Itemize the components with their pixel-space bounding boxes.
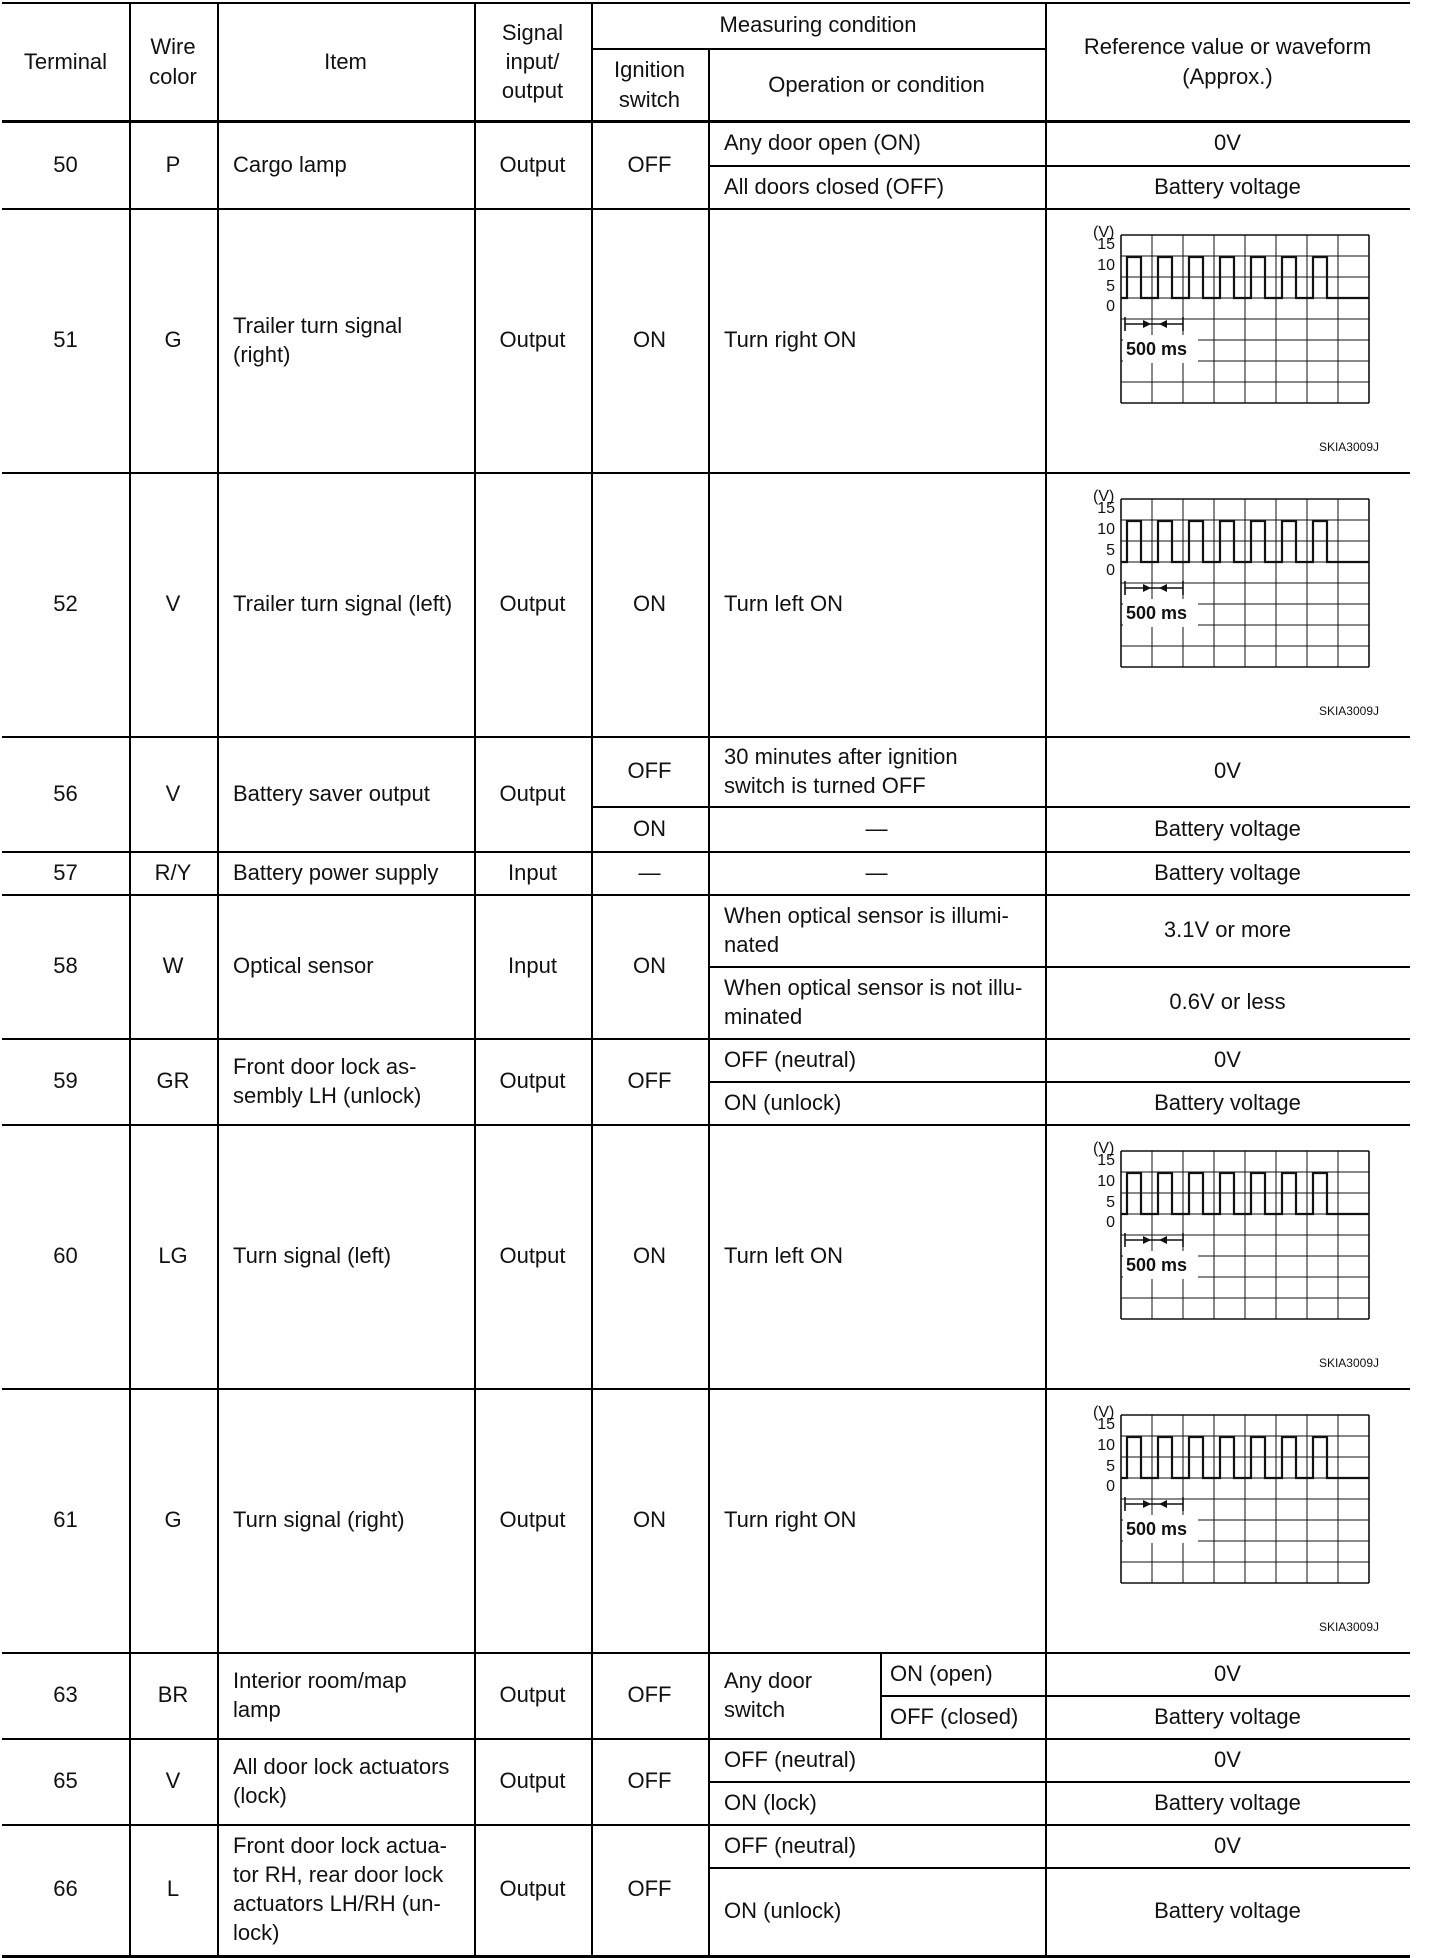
row-60-signal [474, 1124, 591, 1388]
row-65-ignition-text: OFF [627, 1768, 672, 1794]
row-50-reference-1-text: Battery voltage [1154, 173, 1301, 199]
row-divider [2, 1738, 1410, 1740]
row-56-operation-0-text: 30 minutes after ignition switch is turned OFF [724, 743, 958, 798]
row-59-signal-text: Output [499, 1068, 566, 1094]
row-59-wire-color-text: GR [156, 1068, 190, 1094]
row-56-operation-0 [708, 736, 1045, 806]
row-58-wire-color-text: W [162, 953, 184, 979]
row-61-terminal-text: 61 [53, 1507, 78, 1533]
row-66-operation-0 [708, 1824, 1045, 1867]
row-56-item-text: Battery saver output [233, 780, 430, 806]
row-66-reference-0-text: 0V [1214, 1832, 1241, 1858]
row-50-reference-1 [1045, 165, 1410, 208]
row-51-wire-color [129, 208, 217, 472]
waveform-chart [1091, 489, 1381, 719]
sub-row-divider [880, 1695, 1410, 1697]
row-65-reference-0-text: 0V [1214, 1746, 1241, 1772]
row-63-item-text: Interior room/map lamp [233, 1667, 407, 1722]
row-divider [2, 894, 1410, 896]
row-65-operation-0-text: OFF (neutral) [724, 1746, 857, 1772]
header-item [217, 2, 474, 121]
row-56-ignition-1 [591, 806, 708, 851]
row-61-operation [708, 1388, 1045, 1652]
row-50-terminal [2, 121, 129, 208]
y-axis-unit: (V) [1092, 489, 1114, 505]
row-52-terminal-text: 52 [53, 591, 78, 617]
row-52-item [217, 472, 474, 736]
row-60-signal-text: Output [499, 1243, 566, 1269]
row-divider [2, 472, 1410, 474]
row-63-operation-0-text: ON (open) [890, 1660, 993, 1686]
header-signal-text: Signal input/ output [501, 19, 564, 104]
row-65-signal-text: Output [499, 1768, 566, 1794]
header-split-line [591, 48, 1045, 50]
row-51-ignition [591, 208, 708, 472]
header-bottom-border [2, 120, 1410, 123]
y-tick-label: 15 [1096, 1152, 1115, 1169]
row-66-item-text: Front door lock actua- tor RH, rear door lock actuators LH/RH (un- lock) [233, 1832, 447, 1946]
row-51-terminal-text: 51 [53, 327, 78, 353]
row-65-terminal [2, 1738, 129, 1824]
header-reference-text: Reference value or waveform (Approx.) [1083, 34, 1372, 89]
header-terminal [2, 2, 129, 121]
row-65-reference-0 [1045, 1738, 1410, 1781]
y-tick-label: 5 [1105, 1194, 1115, 1211]
header-signal [474, 2, 591, 121]
y-tick-label: 10 [1096, 1173, 1115, 1190]
row-66-signal-text: Output [499, 1876, 566, 1902]
row-57-ignition [591, 851, 708, 894]
row-56-reference-1-text: Battery voltage [1154, 815, 1301, 841]
column-divider [708, 48, 710, 1955]
row-66-item [217, 1824, 474, 1954]
row-58-ignition-text: ON [633, 953, 666, 979]
row-56-reference-0-text: 0V [1214, 758, 1241, 784]
row-66-reference-1 [1045, 1867, 1410, 1954]
row-50-item [217, 121, 474, 208]
arrow-left-icon [1159, 1500, 1167, 1508]
y-tick-label: 15 [1096, 236, 1115, 253]
row-65-wire-color-text: V [165, 1768, 181, 1794]
row-65-reference-1 [1045, 1781, 1410, 1824]
header-item-text: Item [324, 48, 367, 74]
row-60-ignition [591, 1124, 708, 1388]
waveform-chart [1091, 1405, 1381, 1635]
sub-row-divider [708, 1781, 1410, 1783]
row-65-item-text: All door lock actuators (lock) [233, 1753, 450, 1808]
y-axis-unit: (V) [1092, 1141, 1114, 1157]
row-58-terminal-text: 58 [53, 953, 78, 979]
row-57-signal-text: Input [508, 859, 557, 885]
row-51-signal-text: Output [499, 327, 566, 353]
row-58-item-text: Optical sensor [233, 953, 374, 979]
row-56-reference-0 [1045, 736, 1410, 806]
row-57-signal [474, 851, 591, 894]
row-66-signal [474, 1824, 591, 1954]
arrow-left-icon [1159, 1236, 1167, 1244]
row-66-reference-0 [1045, 1824, 1410, 1867]
row-61-operation-text: Turn right ON [724, 1507, 857, 1533]
row-57-wire-color [129, 851, 217, 894]
row-66-ignition-text: OFF [627, 1876, 672, 1902]
row-56-operation-1 [708, 806, 1045, 851]
row-57-terminal-text: 57 [53, 859, 78, 885]
row-divider [2, 1652, 1410, 1654]
row-66-reference-1-text: Battery voltage [1154, 1897, 1301, 1923]
row-57-wire-color-text: R/Y [154, 859, 192, 885]
row-66-wire-color-text: L [166, 1876, 180, 1902]
row-57-reference [1045, 851, 1410, 894]
row-65-reference-1-text: Battery voltage [1154, 1789, 1301, 1815]
row-60-terminal-text: 60 [53, 1243, 78, 1269]
row-56-ignition-0-text: OFF [627, 758, 672, 784]
row-56-ignition-1-text: ON [633, 815, 666, 841]
row-59-wire-color [129, 1038, 217, 1124]
row-63-terminal [2, 1652, 129, 1738]
column-divider [217, 2, 219, 1957]
row-56-item [217, 736, 474, 851]
row-52-ignition [591, 472, 708, 736]
row-52-signal [474, 472, 591, 736]
row-50-signal [474, 121, 591, 208]
row-58-ignition [591, 894, 708, 1038]
row-divider [2, 1824, 1410, 1826]
row-50-operation-0 [708, 121, 1045, 165]
row-56-terminal-text: 56 [53, 780, 78, 806]
row-63-reference-1-text: Battery voltage [1154, 1703, 1301, 1729]
row-58-reference-1 [1045, 966, 1410, 1038]
y-tick-label: 10 [1096, 1437, 1115, 1454]
arrow-left-icon [1159, 320, 1167, 328]
row-50-operation-0-text: Any door open (ON) [724, 130, 921, 156]
header-ignition-switch [591, 48, 708, 121]
y-axis-unit: (V) [1092, 225, 1114, 241]
row-58-signal [474, 894, 591, 1038]
row-59-operation-0-text: OFF (neutral) [724, 1046, 857, 1072]
figure-code: SKIA3009J [1318, 704, 1379, 718]
row-57-item-text: Battery power supply [233, 859, 439, 885]
row-divider [2, 736, 1410, 738]
figure-code: SKIA3009J [1318, 440, 1379, 454]
row-65-terminal-text: 65 [53, 1768, 78, 1794]
column-divider [880, 1652, 882, 1738]
row-63-operation-1 [880, 1695, 1045, 1738]
row-60-ignition-text: ON [633, 1243, 666, 1269]
header-measuring-condition [591, 2, 1045, 48]
header-ignition-switch-text: Ignition switch [614, 57, 685, 112]
row-59-reference-0 [1045, 1038, 1410, 1081]
sub-row-divider [708, 1081, 1410, 1083]
row-56-wire-color [129, 736, 217, 851]
row-65-operation-1 [708, 1781, 1045, 1824]
row-59-reference-0-text: 0V [1214, 1046, 1241, 1072]
arrow-right-icon [1143, 584, 1151, 592]
y-axis-unit: (V) [1092, 1405, 1114, 1421]
row-60-item [217, 1124, 474, 1388]
sub-row-divider [591, 806, 1410, 808]
row-50-ignition [591, 121, 708, 208]
row-56-operation-1-text: — [865, 815, 888, 841]
row-56-signal [474, 736, 591, 851]
row-61-terminal [2, 1388, 129, 1652]
row-63-signal-text: Output [499, 1682, 566, 1708]
header-wire-color [129, 2, 217, 121]
row-66-terminal-text: 66 [53, 1876, 78, 1902]
row-58-reference-0-text: 3.1V or more [1163, 917, 1292, 943]
row-65-item [217, 1738, 474, 1824]
row-66-terminal [2, 1824, 129, 1954]
row-61-item-text: Turn signal (right) [233, 1507, 405, 1533]
row-59-terminal-text: 59 [53, 1068, 78, 1094]
row-52-wire-color [129, 472, 217, 736]
row-56-ignition-0 [591, 736, 708, 806]
row-56-signal-text: Output [499, 780, 566, 806]
row-57-terminal [2, 851, 129, 894]
row-63-item [217, 1652, 474, 1738]
row-58-item [217, 894, 474, 1038]
y-tick-label: 0 [1105, 298, 1115, 315]
header-terminal-text: Terminal [23, 48, 108, 74]
waveform-figure-60 [1091, 1141, 1381, 1371]
y-tick-label: 0 [1105, 1214, 1115, 1231]
row-59-ignition [591, 1038, 708, 1124]
row-63-wire-color [129, 1652, 217, 1738]
row-63-reference-0-text: 0V [1214, 1660, 1241, 1686]
waveform-figure-52 [1091, 489, 1381, 719]
row-61-wire-color [129, 1388, 217, 1652]
row-56-reference-1 [1045, 806, 1410, 851]
row-59-item [217, 1038, 474, 1124]
y-tick-label: 5 [1105, 542, 1115, 559]
row-51-operation-text: Turn right ON [724, 327, 857, 353]
row-51-wire-color-text: G [164, 327, 182, 353]
arrow-right-icon [1143, 320, 1151, 328]
time-scale-label: 500 ms [1125, 339, 1187, 359]
row-63-terminal-text: 63 [53, 1682, 78, 1708]
row-66-operation-1-text: ON (unlock) [724, 1897, 842, 1923]
row-58-wire-color [129, 894, 217, 1038]
header-reference [1045, 2, 1410, 121]
figure-code: SKIA3009J [1318, 1356, 1379, 1370]
row-59-reference-1 [1045, 1081, 1410, 1124]
row-50-terminal-text: 50 [53, 151, 78, 177]
row-63-ignition-text: OFF [627, 1682, 672, 1708]
row-divider [2, 851, 1410, 853]
time-scale-label: 500 ms [1125, 1255, 1187, 1275]
column-divider [129, 2, 131, 1957]
row-65-wire-color [129, 1738, 217, 1824]
waveform-figure-61 [1091, 1405, 1381, 1635]
row-61-wire-color-text: G [164, 1507, 182, 1533]
row-50-signal-text: Output [499, 151, 566, 177]
row-58-operation-1-text: When optical sensor is not illu- minated [724, 974, 1023, 1029]
row-63-operation-group-text: Any door switch [724, 1667, 813, 1722]
column-divider [474, 2, 476, 1957]
top-border [2, 2, 1410, 4]
row-52-operation [708, 472, 1045, 736]
row-63-operation-group [708, 1652, 880, 1738]
row-59-terminal [2, 1038, 129, 1124]
row-63-operation-0 [880, 1652, 1045, 1695]
row-61-signal [474, 1388, 591, 1652]
row-50-reference-0-text: 0V [1214, 130, 1241, 156]
row-52-item-text: Trailer turn signal (left) [233, 591, 453, 617]
row-65-operation-1-text: ON (lock) [724, 1789, 817, 1815]
sub-row-divider [708, 1867, 1410, 1869]
row-51-ignition-text: ON [633, 327, 666, 353]
header-operation-text: Operation or condition [768, 71, 985, 97]
row-57-operation-text: — [865, 859, 888, 885]
row-63-ignition [591, 1652, 708, 1738]
row-51-item-text: Trailer turn signal (right) [233, 312, 403, 367]
row-50-operation-1 [708, 165, 1045, 208]
row-51-signal [474, 208, 591, 472]
y-tick-label: 15 [1096, 1416, 1115, 1433]
row-65-operation-0 [708, 1738, 1045, 1781]
row-63-operation-1-text: OFF (closed) [890, 1703, 1019, 1729]
y-tick-label: 5 [1105, 1458, 1115, 1475]
row-58-signal-text: Input [508, 953, 557, 979]
row-57-reference-text: Battery voltage [1154, 859, 1301, 885]
row-61-ignition [591, 1388, 708, 1652]
row-63-wire-color-text: BR [157, 1682, 189, 1708]
row-58-reference-0 [1045, 894, 1410, 966]
arrow-right-icon [1143, 1500, 1151, 1508]
row-60-item-text: Turn signal (left) [233, 1243, 392, 1269]
row-61-signal-text: Output [499, 1507, 566, 1533]
row-divider [2, 1124, 1410, 1126]
y-tick-label: 10 [1096, 521, 1115, 538]
waveform-figure-51 [1091, 225, 1381, 455]
row-50-wire-color-text: P [165, 151, 181, 177]
row-59-operation-0 [708, 1038, 1045, 1081]
time-scale-label: 500 ms [1125, 1519, 1187, 1539]
header-measuring-condition-text: Measuring condition [719, 12, 917, 38]
row-61-ignition-text: ON [633, 1507, 666, 1533]
y-tick-label: 10 [1096, 257, 1115, 274]
row-58-reference-1-text: 0.6V or less [1169, 989, 1286, 1015]
row-divider [2, 1388, 1410, 1390]
row-65-ignition [591, 1738, 708, 1824]
column-divider [591, 2, 593, 1957]
arrow-left-icon [1159, 584, 1167, 592]
row-63-signal [474, 1652, 591, 1738]
time-scale-label: 500 ms [1125, 603, 1187, 623]
row-66-operation-0-text: OFF (neutral) [724, 1832, 857, 1858]
row-66-ignition [591, 1824, 708, 1954]
row-66-operation-1 [708, 1867, 1045, 1954]
row-51-item [217, 208, 474, 472]
row-59-ignition-text: OFF [627, 1068, 672, 1094]
row-58-operation-1 [708, 966, 1045, 1038]
row-60-wire-color-text: LG [158, 1243, 188, 1269]
row-divider [2, 208, 1410, 210]
waveform-chart [1091, 225, 1381, 455]
header-wire-color-text: Wire color [149, 34, 197, 89]
row-57-item [217, 851, 474, 894]
sub-row-divider [708, 165, 1410, 167]
row-52-ignition-text: ON [633, 591, 666, 617]
row-59-reference-1-text: Battery voltage [1154, 1089, 1301, 1115]
row-56-wire-color-text: V [165, 780, 181, 806]
row-58-terminal [2, 894, 129, 1038]
row-divider [2, 1038, 1410, 1040]
arrow-right-icon [1143, 1236, 1151, 1244]
row-51-terminal [2, 208, 129, 472]
y-tick-label: 0 [1105, 1478, 1115, 1495]
row-60-terminal [2, 1124, 129, 1388]
column-divider [1045, 2, 1047, 1957]
row-52-wire-color-text: V [165, 591, 181, 617]
row-52-signal-text: Output [499, 591, 566, 617]
row-50-ignition-text: OFF [627, 151, 672, 177]
waveform-chart [1091, 1141, 1381, 1371]
row-65-signal [474, 1738, 591, 1824]
row-59-operation-1 [708, 1081, 1045, 1124]
row-51-operation [708, 208, 1045, 472]
row-58-operation-0-text: When optical sensor is illumi- nated [724, 902, 1009, 957]
row-50-wire-color [129, 121, 217, 208]
row-61-item [217, 1388, 474, 1652]
row-50-operation-1-text: All doors closed (OFF) [724, 173, 945, 199]
row-52-terminal [2, 472, 129, 736]
row-63-reference-0 [1045, 1652, 1410, 1695]
row-63-reference-1 [1045, 1695, 1410, 1738]
y-tick-label: 15 [1096, 500, 1115, 517]
row-59-operation-1-text: ON (unlock) [724, 1089, 842, 1115]
row-57-operation [708, 851, 1045, 894]
y-tick-label: 5 [1105, 278, 1115, 295]
row-66-wire-color [129, 1824, 217, 1954]
row-59-signal [474, 1038, 591, 1124]
row-58-operation-0 [708, 894, 1045, 966]
row-60-wire-color [129, 1124, 217, 1388]
row-60-operation-text: Turn left ON [724, 1243, 843, 1269]
y-tick-label: 0 [1105, 562, 1115, 579]
row-56-terminal [2, 736, 129, 851]
row-59-item-text: Front door lock as- sembly LH (unlock) [233, 1053, 422, 1108]
row-50-reference-0 [1045, 121, 1410, 165]
row-50-item-text: Cargo lamp [233, 151, 347, 177]
header-operation [708, 48, 1045, 121]
row-52-operation-text: Turn left ON [724, 591, 843, 617]
sub-row-divider [708, 966, 1410, 968]
row-57-ignition-text: — [638, 859, 661, 885]
figure-code: SKIA3009J [1318, 1620, 1379, 1634]
row-60-operation [708, 1124, 1045, 1388]
